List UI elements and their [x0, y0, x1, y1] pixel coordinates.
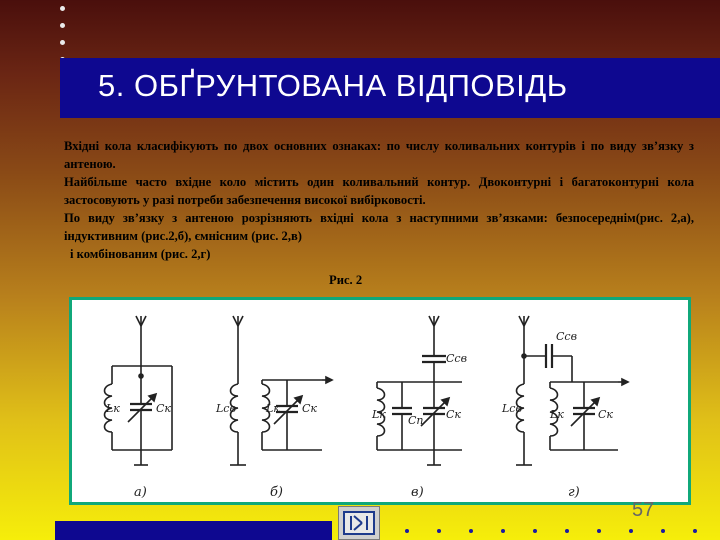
panel-label-c: в)	[411, 485, 424, 500]
circuit-c	[371, 316, 467, 500]
page-number: 57	[632, 499, 655, 521]
label-lsv-d: Lсв	[502, 402, 522, 415]
decor-dot	[60, 40, 65, 45]
bottom-bar	[55, 521, 332, 540]
decor-dot	[60, 23, 65, 28]
paragraph-3: По виду зв’язку з антеною розрізняють вхідні кола з наступними зв’язками: безпосереднім(рис. 2,а), індуктивним (рис.2,б), ємнісним (рис. 2,в)	[64, 211, 694, 243]
label-ck-d: Cк	[598, 408, 613, 421]
decor-dot	[469, 529, 473, 533]
decor-dot	[565, 529, 569, 533]
decor-dot	[533, 529, 537, 533]
label-lsv-b: Lсв	[216, 402, 236, 415]
panel-label-b: б)	[270, 485, 284, 500]
label-csv-d: Cсв	[556, 330, 577, 343]
decor-dot	[629, 529, 633, 533]
paragraph-4: і комбінованим (рис. 2,г)	[70, 247, 211, 261]
figure-frame	[69, 297, 691, 505]
paragraph-1: Вхідні кола класифікують по двох основних ознаках: по числу коливальних контурів і по виду зв’язку з антеною.	[64, 139, 694, 171]
label-cp-c: Cп	[408, 414, 424, 427]
label-lk-d: Lк	[550, 408, 564, 421]
label-lk-a: Lк	[106, 402, 120, 415]
decor-dot	[661, 529, 665, 533]
circuit-diagrams	[72, 300, 688, 502]
decorative-dots-bottom	[405, 529, 715, 535]
paragraph-2: Найбільше часто вхідне коло містить один коливальний контур. Двоконтурні і багатоконтурні кола застосовують у разі потреби забезпечення високої вибірковості.	[64, 175, 694, 207]
label-csv-c: Cсв	[446, 352, 467, 365]
label-lk-b: Lк	[266, 402, 280, 415]
decor-dot	[60, 6, 65, 11]
title-bar	[60, 58, 720, 118]
label-lk-c: Lк	[372, 408, 386, 421]
circuit-b	[215, 316, 332, 500]
panel-label-a: а)	[134, 485, 147, 500]
decor-dot	[405, 529, 409, 533]
decor-dot	[693, 529, 697, 533]
panel-label-d: г)	[568, 485, 580, 500]
body-text	[64, 137, 694, 263]
figure-label: Рис. 2	[329, 273, 363, 287]
navigation-button[interactable]	[338, 506, 380, 540]
circuit-a	[105, 316, 173, 500]
label-ck-b: Cк	[302, 402, 317, 415]
label-ck-c: Cк	[446, 408, 461, 421]
circuit-d	[501, 316, 628, 500]
slide-title: 5. ОБҐРУНТОВАНА ВІДПОВІДЬ	[98, 68, 568, 103]
decor-dot	[597, 529, 601, 533]
decor-dot	[501, 529, 505, 533]
nav-icon	[343, 511, 375, 535]
decor-dot	[437, 529, 441, 533]
label-ck-a: Cк	[156, 402, 171, 415]
